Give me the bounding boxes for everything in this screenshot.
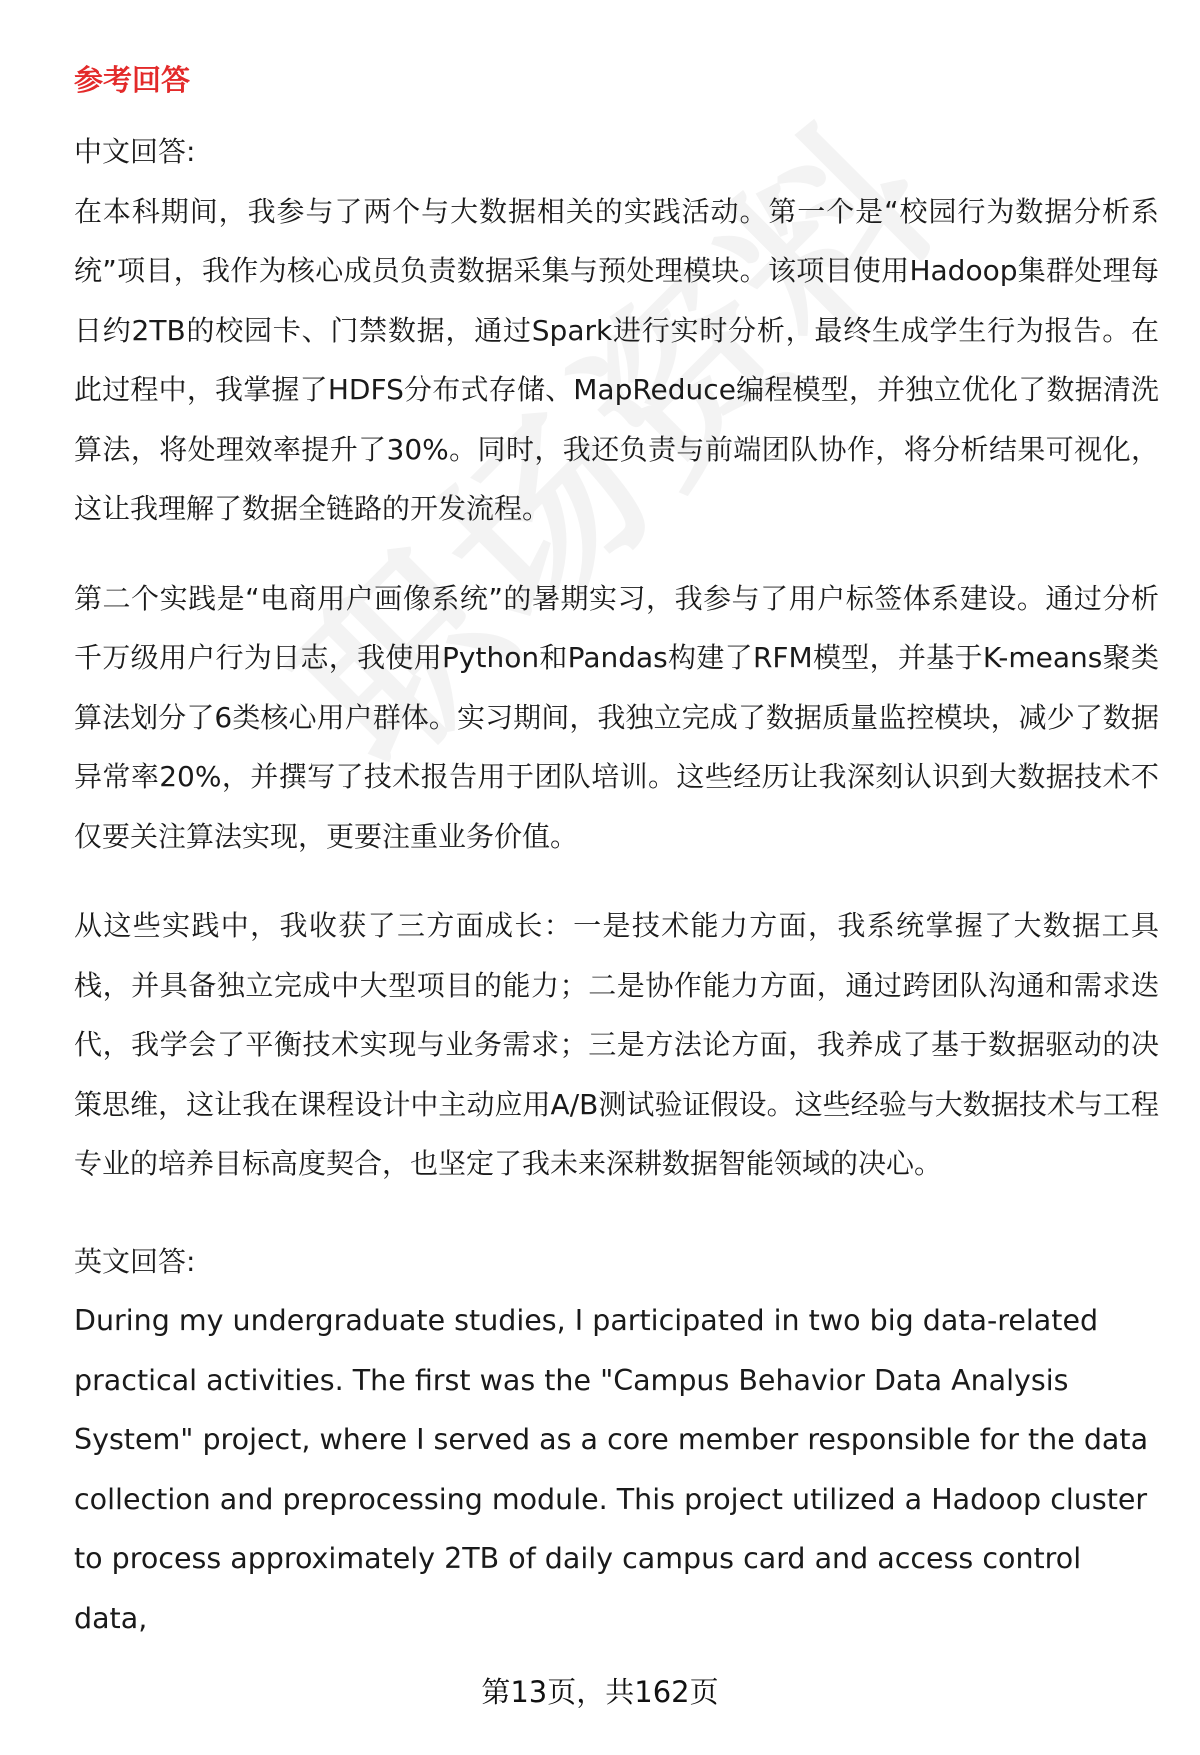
page-number-footer: 第13页，共162页 [481,1675,719,1709]
document-content [74,52,1159,1648]
section-spacer [74,1224,1159,1232]
chinese-answer-label: 中文回答: [74,135,196,168]
section-heading: 参考回答 [74,63,191,97]
english-paragraph-1: During my undergraduate studies, I participated in two big data-related practical activities. The first was the "Campus Behavior Data Analysis System" project, where I served as a core member responsible for the data collection and preprocessing module. This project utilized a Hadoop cluster to process approximately 2TB of daily campus card and access control data, [74,1304,1149,1635]
chinese-paragraph-2: 第二个实践是“电商用户画像系统”的暑期实习，我参与了用户标签体系建设。通过分析千万级用户行为日志，我使用Python和Pandas构建了RFM模型，并基于K-means聚类算法划分了6类核心用户群体。实习期间，我独立完成了数据质量监控模块，减少了数据异常率20%，并撰写了技术报告用于团队培训。这些经历让我深刻认识到大数据技术不仅要关注算法实现，更要注重业务价值。 [74,581,1159,853]
english-answer-label: 英文回答: [74,1244,196,1278]
chinese-paragraph-3: 从这些实践中，我收获了三方面成长：一是技术能力方面，我系统掌握了大数据工具栈，并具备独立完成中大型项目的能力；二是协作能力方面，通过跨团队沟通和需求迭代，我学会了平衡技术实现与业务需求；三是方法论方面，我养成了基于数据驱动的决策思维，这让我在课程设计中主动应用A/B测试验证假设。这些经验与大数据技术与工程专业的培养目标高度契合，也坚定了我未来深耕数据智能领域的决心。 [74,909,1159,1180]
chinese-paragraph-1: 在本科期间，我参与了两个与大数据相关的实践活动。第一个是“校园行为数据分析系统”项目，我作为核心成员负责数据采集与预处理模块。该项目使用Hadoop集群处理每日约2TB的校园卡、门禁数据，通过Spark进行实时分析，最终生成学生行为报告。在此过程中，我掌握了HDFS分布式存储、MapReduce编程模型，并独立优化了数据清洗算法，将处理效率提升了30%。同时，我还负责与前端团队协作，将分析结果可视化，这让我理解了数据全链路的开发流程。 [74,194,1159,525]
